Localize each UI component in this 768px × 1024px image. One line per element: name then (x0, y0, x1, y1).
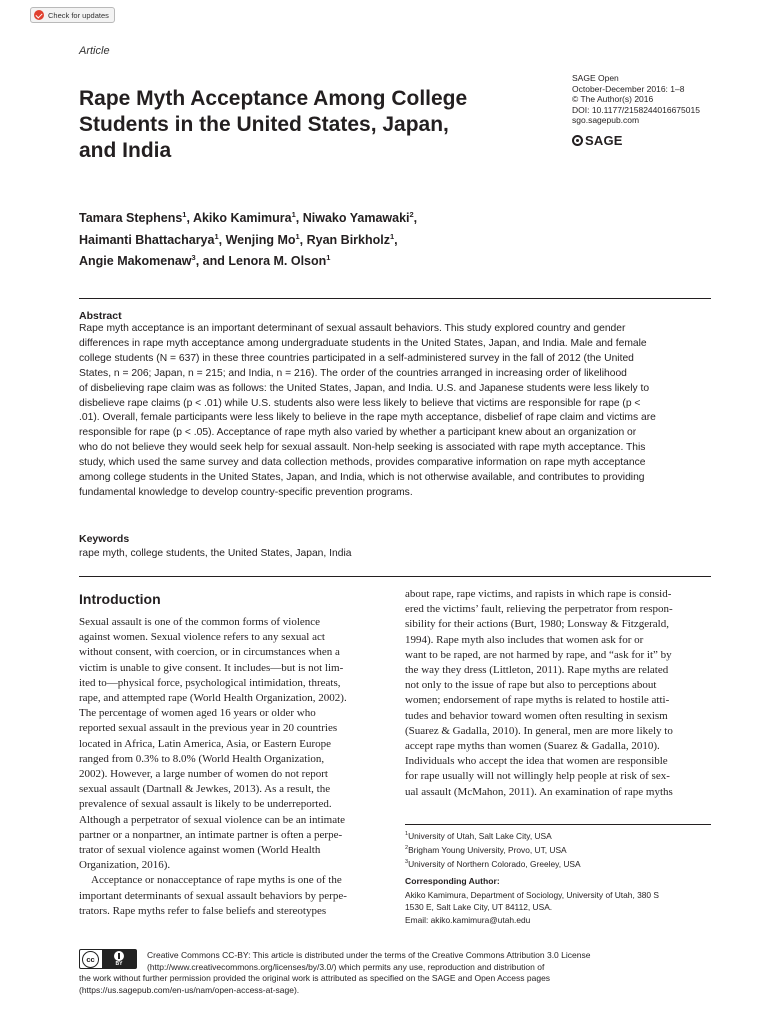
author-line (79, 228, 417, 250)
title-line: Students in the United States, Japan, (79, 113, 449, 136)
body-line: accept rape myths than women (Suarez & Gadalla, 2010). (405, 740, 660, 753)
body-line: tudes and behavior toward women often resulting in sexism (405, 709, 668, 722)
cc-icon: cc (82, 951, 99, 968)
body-line: ered the victims’ fault, relieving the perpetrator from respon- (405, 603, 673, 616)
abstract-line: study, which used the same survey and data collection methods, provides comparative information on rape myth acceptance (79, 457, 646, 469)
corresponding-line: Akiko Kamimura, Department of Sociology, University of Utah, 380 S (405, 890, 659, 900)
check-for-updates-badge[interactable] (30, 7, 115, 23)
license-line: Creative Commons CC-BY: This article is distributed under the terms of the Creative Commons Attribution 3.0 License (147, 950, 591, 960)
journal-url[interactable]: sgo.sagepub.com (572, 115, 640, 125)
body-line: Sexual assault is one of the common forms of violence (79, 616, 321, 628)
abstract-top-rule (79, 298, 711, 299)
abstract-body (79, 322, 711, 501)
author-affiliation-mark: 1 (389, 231, 395, 241)
body-line: trator of sexual violence against women (World Health (79, 844, 321, 857)
body-line: partner or a nonpartner, an intimate partner is often a perpe- (79, 828, 343, 841)
body-line: victim is unable to give consent. It includes—but is not lim- (79, 661, 344, 674)
body-line: women; endorsement of rape myths is related to hostile atti- (405, 694, 670, 707)
corresponding-email[interactable]: Email: akiko.kamimura@utah.edu (405, 914, 531, 925)
author-line (79, 249, 417, 271)
keywords-text: rape myth, college students, the United States, Japan, India (79, 548, 352, 559)
license-line: the work without further permission provided the original work is attributed as specified on the SAGE and Open Access pages (79, 973, 551, 984)
abstract-line: States, n = 206; Japan, n = 215; and India, n = 216). The order of the countries arranged in increasing order of likelihood (79, 367, 627, 379)
author-affiliation-mark: 1 (291, 210, 296, 219)
body-line: rape, and attempted rape (World Health Organization, 2002). (79, 692, 347, 705)
author-name: Angie Makomenaw (79, 254, 192, 269)
body-line: Individuals who accept the idea that women are responsible (405, 755, 668, 768)
affiliations (405, 828, 581, 871)
body-line: Acceptance or nonacceptance of rape myths is one of the (91, 874, 342, 887)
check-for-updates-label: Check for updates (48, 10, 109, 20)
author-name: Akiko Kamimura (192, 211, 292, 226)
author-separator: , (299, 232, 307, 247)
author-line (79, 206, 417, 228)
affiliation-mark: 1 (405, 831, 409, 837)
author-list (79, 206, 417, 271)
license-link[interactable]: (http://www.creativecommons.org/licenses/by/3.0/) which permits any use, reproduction and distribution of (147, 961, 545, 972)
license-link[interactable]: (https://us.sagepub.com/en-us/nam/open-access-at-sage). (79, 984, 300, 995)
introduction-heading: Introduction (79, 591, 161, 607)
abstract-line: college students (N = 637) in these three countries participated in a self-administered survey in the fall of 2012 (the United (79, 352, 634, 364)
affiliation-item (405, 842, 581, 856)
body-line: against women. Sexual violence refers to any sexual act (79, 631, 325, 644)
sage-logo-text: SAGE (585, 133, 623, 148)
body-line: Organization, 2016). (79, 859, 171, 872)
author-name: Haimanti Bhattacharya (79, 232, 215, 247)
affiliation-item (405, 856, 581, 870)
body-line: trators. Rape myths refer to false beliefs and stereotypes (79, 904, 327, 917)
body-column-left (79, 615, 384, 919)
abstract-line: among college students in the United States, Japan, and India, which is not otherwise available, and contributes to providing (79, 472, 645, 484)
author-name: Niwako Yamawaki (302, 211, 410, 226)
author-separator: , (186, 211, 193, 226)
author-separator: , (218, 232, 226, 247)
abstract-line: fundamental knowledge to develop country-specific prevention programs. (79, 486, 413, 498)
abstract-heading: Abstract (79, 310, 122, 322)
author-name: Tamara Stephens (79, 211, 183, 226)
affiliation-text: University of Utah, Salt Lake City, USA (408, 830, 552, 841)
journal-name: SAGE Open (572, 73, 619, 83)
corresponding-author-details (405, 889, 659, 926)
author-affiliation-mark: 1 (326, 253, 331, 263)
author-separator: , (295, 211, 303, 226)
affiliation-mark: 2 (405, 845, 409, 852)
article-type-label: Article (79, 45, 110, 57)
abstract-line: who do not believe they would seek help for sexual assault. Non-help seeking is associated with rape myth acceptance. This (79, 442, 646, 454)
body-line: without consent, with coercion, or in circumstances when a (79, 646, 340, 659)
author-separator: , (394, 232, 398, 247)
doi[interactable]: DOI: 10.1177/2158244016675015 (572, 104, 700, 115)
affiliation-text: Brigham Young University, Provo, UT, USA (408, 845, 567, 855)
body-line: for rape usually will not willingly help people at risk of sex- (405, 770, 670, 783)
body-line: (Suarez & Gadalla, 2010). In general, men are more likely to (405, 724, 673, 737)
author-separator: , (413, 211, 418, 226)
body-line: important determinants of sexual assault behaviors by perpe- (79, 889, 347, 902)
corresponding-author-heading: Corresponding Author: (405, 876, 500, 886)
copyright: © The Author(s) 2016 (572, 94, 654, 104)
author-affiliation-mark: 1 (214, 231, 219, 241)
body-line: sibility for their actions (Burt, 1980; Lonsway & Fitzgerald, (405, 618, 669, 631)
body-line: sexual assault (Dartnall & Jewkes, 2013). As a result, the (79, 783, 331, 796)
footnote-rule (405, 824, 711, 825)
abstract-line: .01). Overall, female participants were less likely to believe in the rape myth acceptance, disbelief of rape claim and victims are (79, 412, 656, 424)
body-line: ual assault (McMahon, 2011). An examination of rape myths (405, 785, 673, 798)
body-line: not only to the issue of rape but also to perceptions about (405, 679, 657, 692)
body-line: reported sexual assault in the previous year in 20 countries (79, 722, 338, 735)
body-line: want to be raped, are not harmed by rape, and “ask for it” by (405, 648, 672, 661)
body-line: 2002). However, a large number of women do not report (79, 768, 328, 781)
corresponding-line: 1530 E, Salt Lake City, UT 84112, USA. (405, 902, 553, 913)
abstract-line: of disbelieving rape claim was as follows: the United States, Japan, and India. U.S. and Japanese students were less likely to (79, 382, 650, 394)
author-name: Ryan Birkholz (306, 232, 390, 247)
abstract-line: disbelieve rape claims (p < .01) while U.S. students also were less likely to believe that victims are responsible for rape (p < (79, 397, 641, 409)
abstract-bottom-rule (79, 576, 711, 577)
affiliation-mark: 3 (405, 859, 409, 866)
author-affiliation-mark: 3 (191, 253, 196, 263)
body-line: The percentage of women aged 16 years or older who (79, 707, 316, 720)
author-affiliation-mark: 2 (409, 210, 414, 219)
cc-by-label: BY (115, 961, 123, 967)
body-line: prevalence of sexual assault is likely to be underreported. (79, 798, 332, 811)
journal-info (572, 73, 700, 126)
body-line: about rape, rape victims, and rapists in which rape is consid- (405, 588, 672, 600)
affiliation-item (405, 828, 581, 842)
body-column-right (405, 587, 710, 800)
abstract-line: Rape myth acceptance is an important determinant of sexual assault behaviors. This study explored country and gender (79, 323, 626, 334)
check-icon (34, 10, 44, 20)
body-line: ranged from 0.3% to 8.0% (World Health Organization, (79, 752, 325, 765)
author-name: Wenjing Mo (225, 232, 296, 247)
body-line: the way they dress (Littleton, 2011). Rape myths are related (405, 664, 669, 677)
body-line: ited to—physical force, psychological intimidation, threats, (79, 676, 341, 689)
author-separator: , and (195, 254, 229, 269)
author-affiliation-mark: 1 (295, 231, 300, 241)
sage-logo-icon (572, 135, 583, 146)
body-line: 1994). Rape myth also includes that women ask for or (405, 633, 644, 646)
license-notice (79, 950, 719, 996)
body-line: located in Africa, Latin America, Asia, or Eastern Europe (79, 737, 331, 750)
abstract-line: differences in rape myth acceptance among undergraduate students in the United States, Japan, and India. Male and female (79, 337, 647, 349)
title-line: Rape Myth Acceptance Among College (79, 87, 468, 110)
abstract-line: responsible for rape (p < .05). Acceptance of rape myth also varied by whether a participant knew about an organization or (79, 427, 637, 439)
affiliation-text: University of Northern Colorado, Greeley, USA (408, 859, 581, 870)
body-line: Although a perpetrator of sexual violence can be an intimate (79, 813, 346, 826)
sage-logo (572, 133, 623, 148)
article-title (79, 86, 519, 164)
title-line: and India (79, 139, 172, 162)
author-affiliation-mark: 1 (182, 210, 187, 219)
journal-issue: October-December 2016: 1–8 (572, 83, 685, 94)
author-name: Lenora M. Olson (228, 254, 327, 269)
keywords-heading: Keywords (79, 533, 130, 545)
